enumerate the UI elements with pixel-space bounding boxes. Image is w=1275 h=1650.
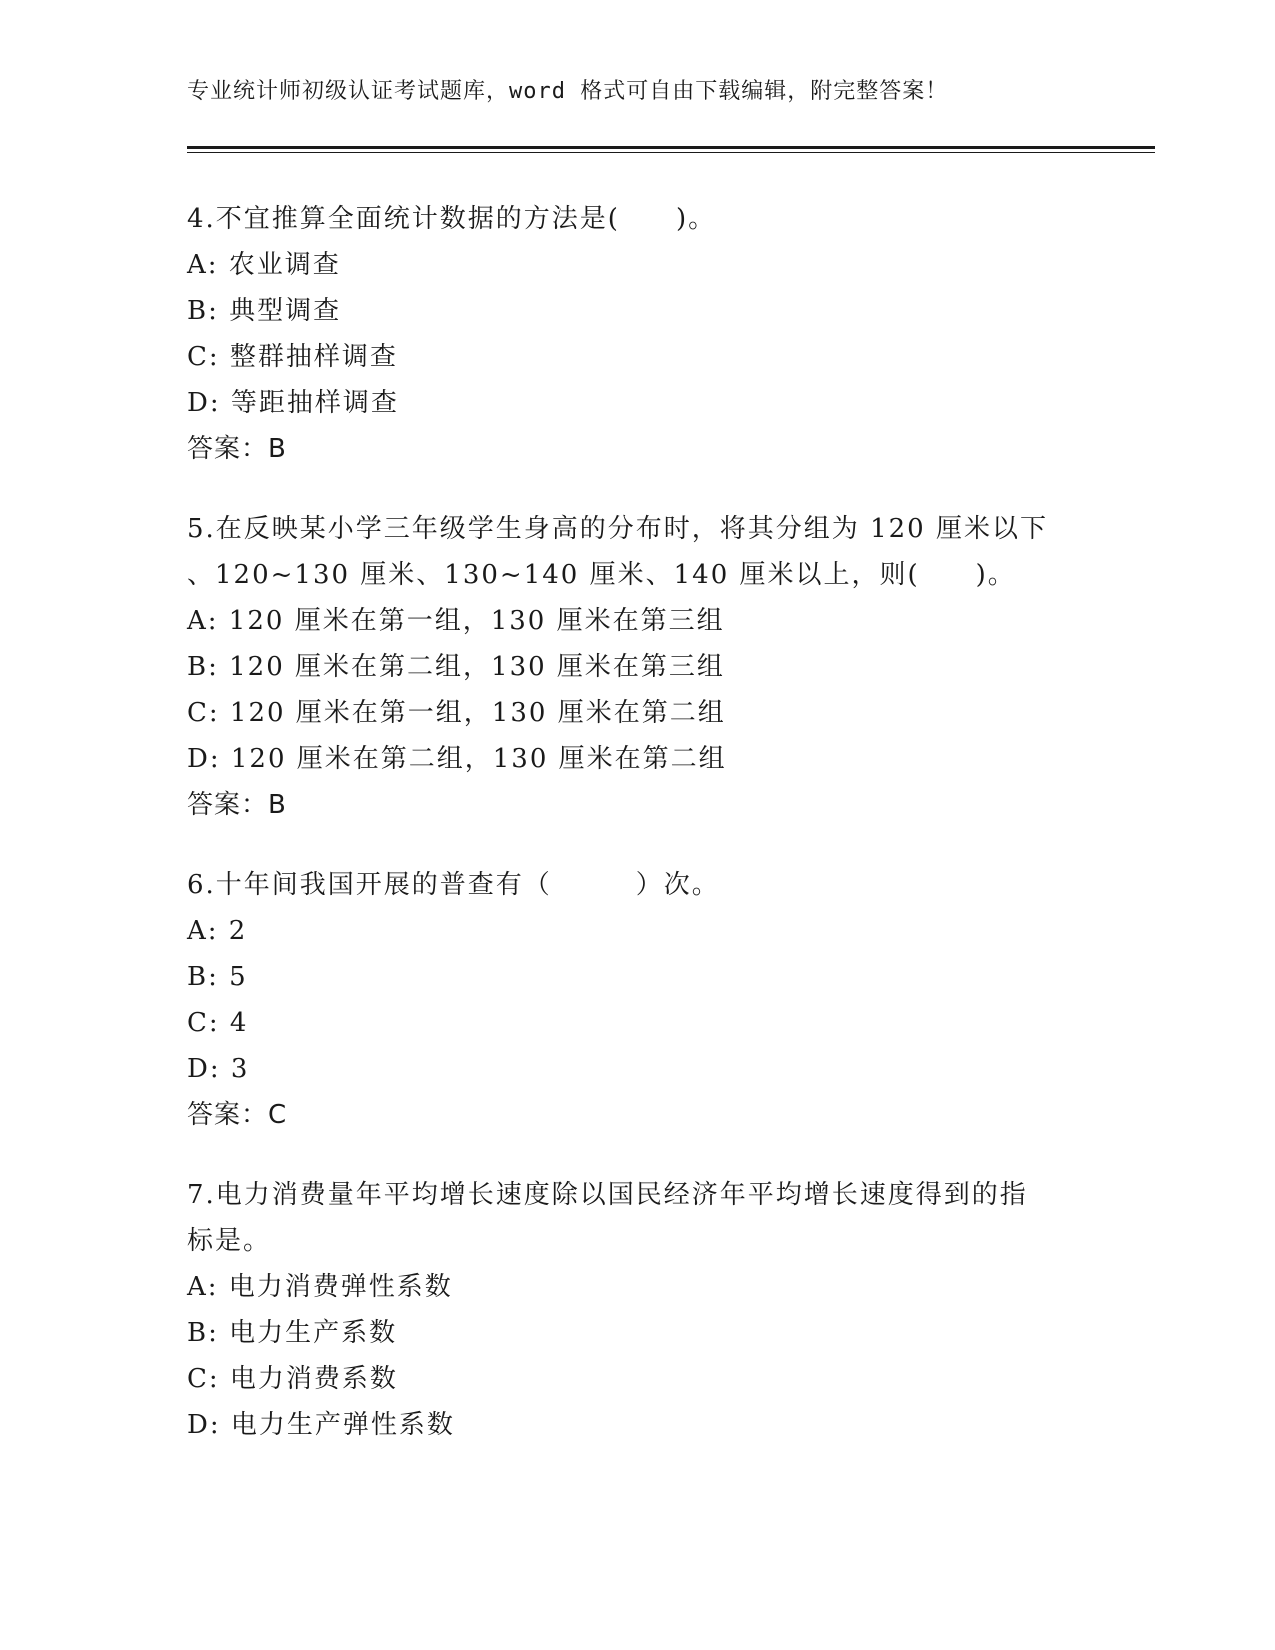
option-a: A: 电力消费弹性系数 (187, 1272, 453, 1302)
answer: 答案：B (187, 434, 287, 464)
question-6 (187, 862, 1087, 1138)
option-c: C: 电力消费系数 (187, 1364, 398, 1394)
question-text: 7.电力消费量年平均增长速度除以国民经济年平均增长速度得到的指 (187, 1180, 1028, 1210)
question-text: 6.十年间我国开展的普查有（ ）次。 (187, 870, 720, 900)
option-c: C: 4 (187, 1008, 249, 1038)
answer: 答案：C (187, 1100, 288, 1130)
option-b: B: 5 (187, 962, 248, 992)
option-d: D: 3 (187, 1054, 250, 1084)
header-divider-thick (187, 146, 1155, 149)
question-7 (187, 1172, 1087, 1448)
option-d: D: 等距抽样调查 (187, 388, 399, 418)
question-4 (187, 196, 1087, 472)
header-divider-thin (187, 152, 1155, 153)
question-text: 5.在反映某小学三年级学生身高的分布时，将其分组为 120 厘米以下 (187, 514, 1048, 544)
option-a: A: 农业调查 (187, 250, 341, 280)
question-text-continued: 标是。 (187, 1226, 272, 1256)
option-d: D: 电力生产弹性系数 (187, 1410, 455, 1440)
answer: 答案：B (187, 790, 287, 820)
option-a: A: 120 厘米在第一组，130 厘米在第三组 (187, 606, 725, 636)
page-header: 专业统计师初级认证考试题库，word 格式可自由下载编辑，附完整答案！ (187, 79, 949, 104)
question-text: 4.不宜推算全面统计数据的方法是( )。 (187, 204, 717, 234)
question-5 (187, 506, 1087, 828)
option-d: D: 120 厘米在第二组，130 厘米在第二组 (187, 744, 727, 774)
option-b: B: 典型调查 (187, 296, 342, 326)
option-b: B: 电力生产系数 (187, 1318, 398, 1348)
option-c: C: 120 厘米在第一组，130 厘米在第二组 (187, 698, 726, 728)
question-text-continued: 、120~130 厘米、130~140 厘米、140 厘米以上，则( )。 (187, 560, 1016, 590)
option-a: A: 2 (187, 916, 248, 946)
option-b: B: 120 厘米在第二组，130 厘米在第三组 (187, 652, 725, 682)
option-c: C: 整群抽样调查 (187, 342, 398, 372)
question-list (187, 196, 1087, 1482)
